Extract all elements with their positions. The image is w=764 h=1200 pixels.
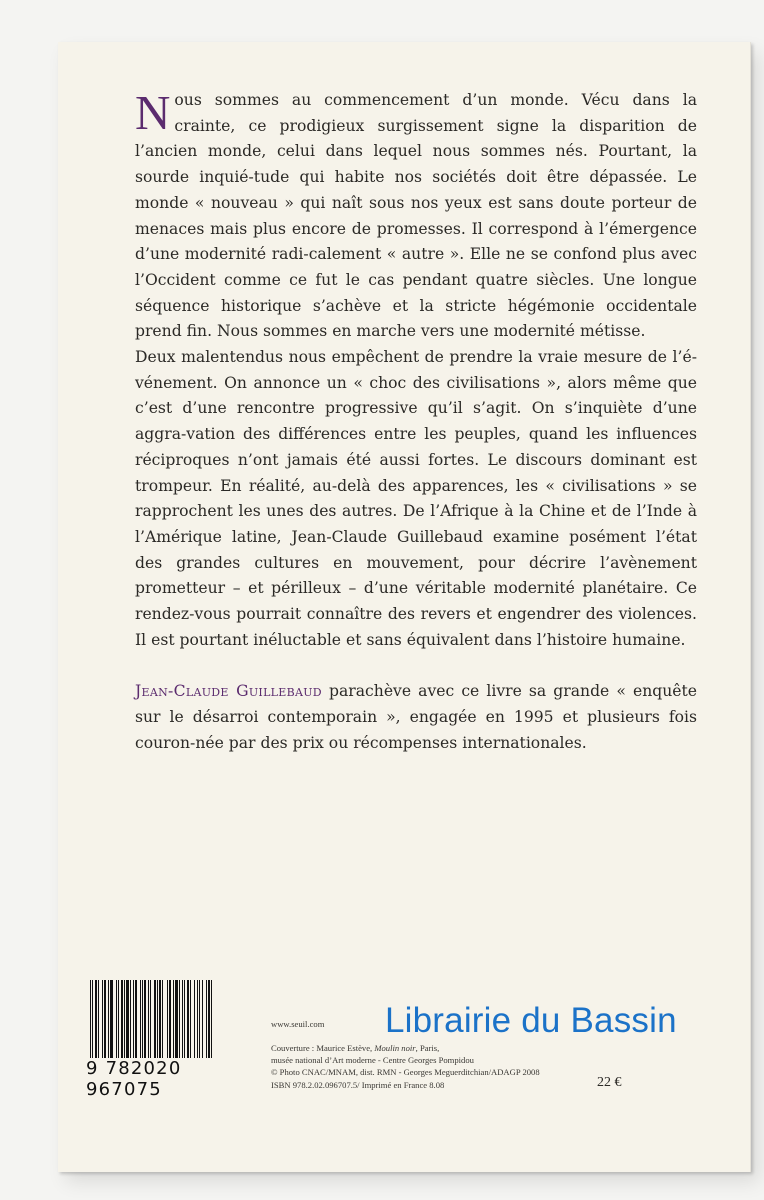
cover-credits: [271, 1042, 540, 1078]
author-paragraph-text: parachève avec ce livre sa grande « enquête sur le désarroi contemporain », engagée en 1995 et plusieurs fois couron-née par des prix ou récompenses internationales.: [135, 682, 697, 752]
barcode-bars: [90, 980, 260, 1058]
blurb-paragraph-1: [135, 85, 697, 345]
bookshop-watermark: Librairie du Bassin: [385, 1001, 677, 1040]
cover-credit-line-1: [271, 1042, 540, 1054]
publisher-url: www.seuil.com: [271, 1019, 325, 1029]
blurb-paragraph-2: Deux malentendus nous empêchent de prendre la vraie mesure de l’é-vénement. On annonce un « choc des civilisations », alors même que c’est d’une rencontre progressive qu’il s’agit. On s’inquiète d’une aggra-vation des différences entre les peuples, quand les influences réciproques n’ont jamais été aussi fortes. Le discours dominant est trompeur. En réalité, au-delà des apparences, les « civilisations » se rapprochent les unes des autres. De l’Afrique à la Chine et de l’Inde à l’Amérique latine, Jean-Claude Guillebaud examine posément l’état des grandes cultures en mouvement, pour décrire l’avènement prometteur – et périlleux – d’une véritable modernité planétaire. Ce rendez-vous pourrait connaître des revers et engendrer des violences. Il est pourtant inéluctable et sans équivalent dans l’histoire humaine.: [135, 348, 697, 649]
cover-credit-line-3: © Photo CNAC/MNAM, dist. RMN - Georges Meguerditchian/ADAGP 2008: [271, 1067, 540, 1077]
back-cover-blurb: [135, 85, 697, 757]
cover-artwork-title: Moulin noir: [374, 1043, 416, 1053]
author-name: Jean-Claude Guillebaud: [135, 682, 322, 701]
isbn-barcode: [86, 980, 262, 1100]
cover-label: Couverture : Maurice Estève,: [271, 1043, 375, 1053]
barcode-space: [212, 980, 213, 1058]
author-paragraph: [135, 679, 697, 756]
cover-credit-line-2: musée national d’Art moderne - Centre Georges Pompidou: [271, 1055, 474, 1065]
price: 22 €: [597, 1075, 622, 1090]
isbn-line: ISBN 978.2.02.096707.5/ Imprimé en France 8.08: [271, 1080, 445, 1090]
drop-cap: N: [135, 85, 171, 140]
paragraph-1-text: ous sommes au commencement d’un monde. Vécu dans la crainte, ce prodigieux surgissement signe la disparition de l’ancien monde, celui dans lequel nous sommes nés. Pourtant, la sourde inquié-tude qui habite nos sociétés doit être dépassée. Le monde « nouveau » qui naît sous nos yeux est sans doute porteur de menaces mais plus encore de promesses. Il correspond à l’émergence d’une modernité radi-calement « autre ». Elle ne se confond plus avec l’Occident comme ce fut le cas pendant quatre siècles. Une longue séquence historique s’achève et la stricte hégémonie occidentale prend fin. Nous sommes en marche vers une modernité métisse.: [135, 91, 697, 341]
barcode-number: 9 782020 967075: [86, 1058, 182, 1100]
cover-credit-rest: , Paris,: [415, 1043, 440, 1053]
